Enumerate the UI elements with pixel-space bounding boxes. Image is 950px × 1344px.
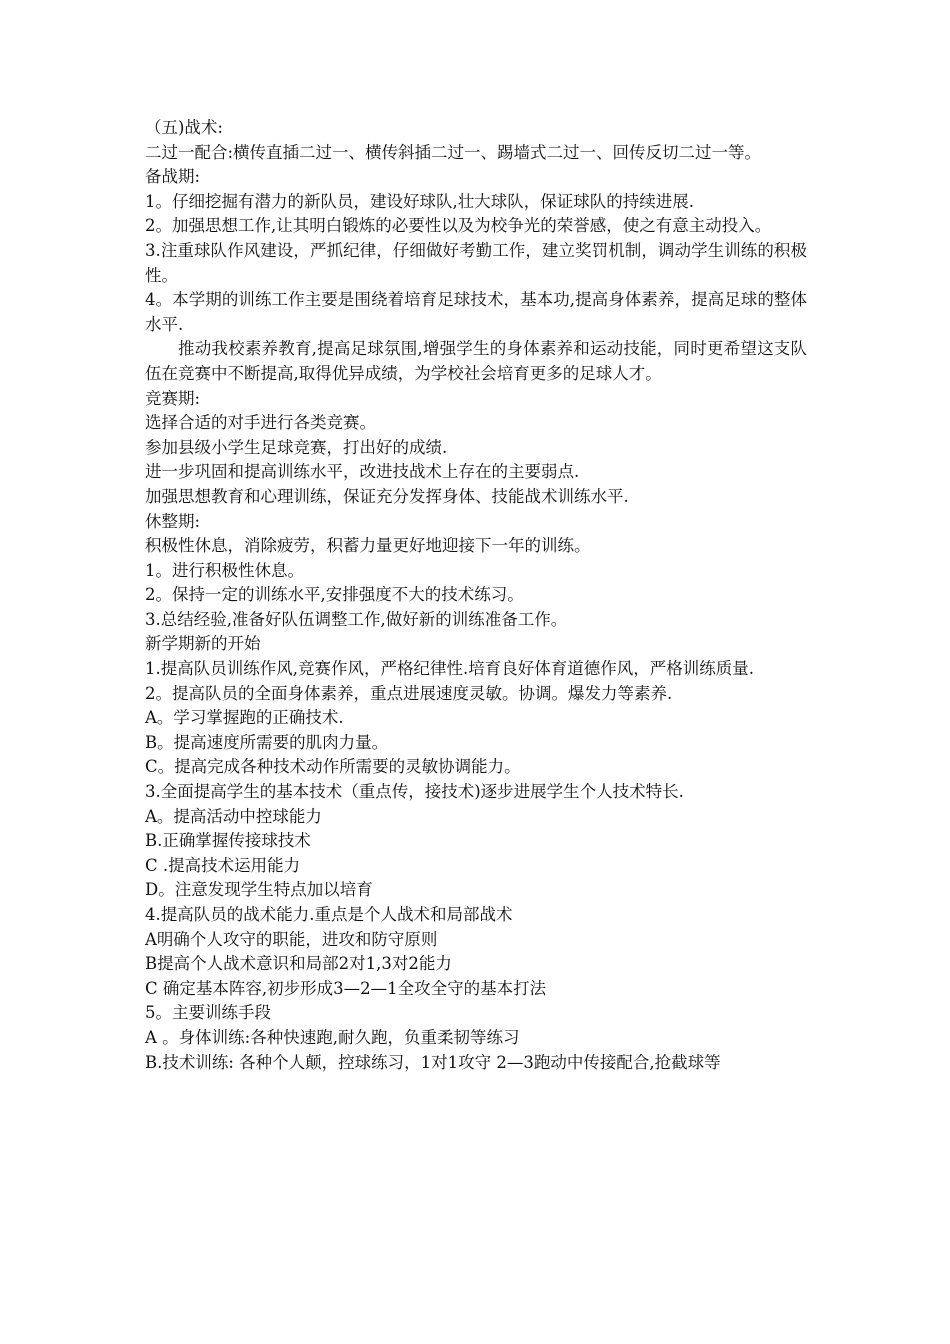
line-comp-item-4: 加强思想教育和心理训练，保证充分发挥身体、技能战术训练水平.	[145, 486, 629, 506]
line-rest-item-1: 1。进行积极性休息。	[145, 560, 304, 580]
line-comp-item-3: 进一步巩固和提高训练水平，改进技战术上存在的主要弱点.	[145, 462, 580, 482]
line-give-and-go: 二过一配合:横传直插二过一、横传斜插二过一、踢墙式二过一、回传反切二过一等。	[145, 142, 762, 162]
line-comp-item-1: 选择合适的对手进行各类竞赛。	[145, 413, 376, 433]
line-term-item-3d: D。注意发现学生特点加以培育	[145, 880, 373, 900]
document-body	[145, 116, 807, 1075]
line-competition-heading: 竞赛期:	[145, 388, 201, 408]
line-term-item-3: 3.全面提高学生的基本技术（重点传，接技术)逐步进展学生个人技术特长.	[145, 782, 684, 802]
line-term-item-2b: B。提高速度所需要的肌肉力量。	[145, 732, 389, 752]
line-rest-intro: 积极性休息，消除疲劳，积蓄力量更好地迎接下一年的训练。	[145, 536, 591, 556]
line-term-item-3c: C .提高技术运用能力	[145, 855, 301, 875]
line-prep-item-4: 4。本学期的训练工作主要是围绕着培育足球技术，基本功,提高身体素养，提高足球的整体水平.	[145, 290, 807, 334]
line-prep-item-3: 3.注重球队作风建设，严抓纪律，仔细做好考勤工作，建立奖罚机制，调动学生训练的积极性。	[145, 240, 807, 285]
line-term-item-5b: B.技术训练: 各种个人颠，控球练习，1对1攻守 2—3跑动中传接配合,抢截球等	[145, 1052, 721, 1072]
line-preparation-heading: 备战期:	[145, 167, 201, 187]
line-term-item-2c: C。提高完成各种技术动作所需要的灵敏协调能力。	[145, 757, 521, 777]
line-prep-item-1: 1。仔细挖掘有潜力的新队员，建设好球队,壮大球队，保证球队的持续进展.	[145, 191, 694, 211]
line-prep-item-2: 2。加强思想工作,让其明白锻炼的必要性以及为校争光的荣誉感，使之有意主动投入。	[145, 216, 772, 236]
line-term-item-4a: A明确个人攻守的职能，进攻和防守原则	[145, 929, 438, 949]
line-tactics-heading: （五)战术:	[145, 118, 223, 137]
line-term-item-1: 1.提高队员训练作风,竞赛作风，严格纪律性.培育良好体育道德作风，严格训练质量.	[145, 659, 754, 679]
line-rest-item-2: 2。保持一定的训练水平,安排强度不大的技术练习。	[145, 585, 524, 605]
line-term-item-4c: C 确定基本阵容,初步形成3—2—1全攻全守的基本打法	[145, 978, 547, 998]
line-term-item-2a: A。学习掌握跑的正确技术.	[145, 708, 344, 728]
line-term-item-4: 4.提高队员的战术能力.重点是个人战术和局部战术	[145, 905, 513, 924]
line-term-item-5a: A 。身体训练:各种快速跑,耐久跑，负重柔韧等练习	[145, 1027, 520, 1047]
line-rest-heading: 休整期:	[145, 511, 201, 531]
line-rest-item-3: 3.总结经验,准备好队伍调整工作,做好新的训练准备工作。	[145, 609, 568, 629]
line-term-item-5: 5。主要训练手段	[145, 1003, 271, 1023]
line-term-item-4b: B提高个人战术意识和局部2对1,3对2能力	[145, 954, 452, 974]
line-goal-paragraph: 推动我校素养教育,提高足球氛围,增强学生的身体素养和运动技能，同时更希望这支队伍在竞赛中不断提高,取得优异成绩，为学校社会培育更多的足球人才。	[145, 339, 807, 383]
line-comp-item-2: 参加县级小学生足球竞赛，打出好的成绩.	[145, 437, 448, 457]
line-term-item-2: 2。提高队员的全面身体素养，重点进展速度灵敏。协调。爆发力等素养.	[145, 683, 673, 703]
line-term-item-3a: A。提高活动中控球能力	[145, 806, 322, 826]
line-new-term-heading: 新学期新的开始	[145, 634, 261, 654]
line-term-item-3b: B.正确掌握传接球技术	[145, 831, 311, 851]
